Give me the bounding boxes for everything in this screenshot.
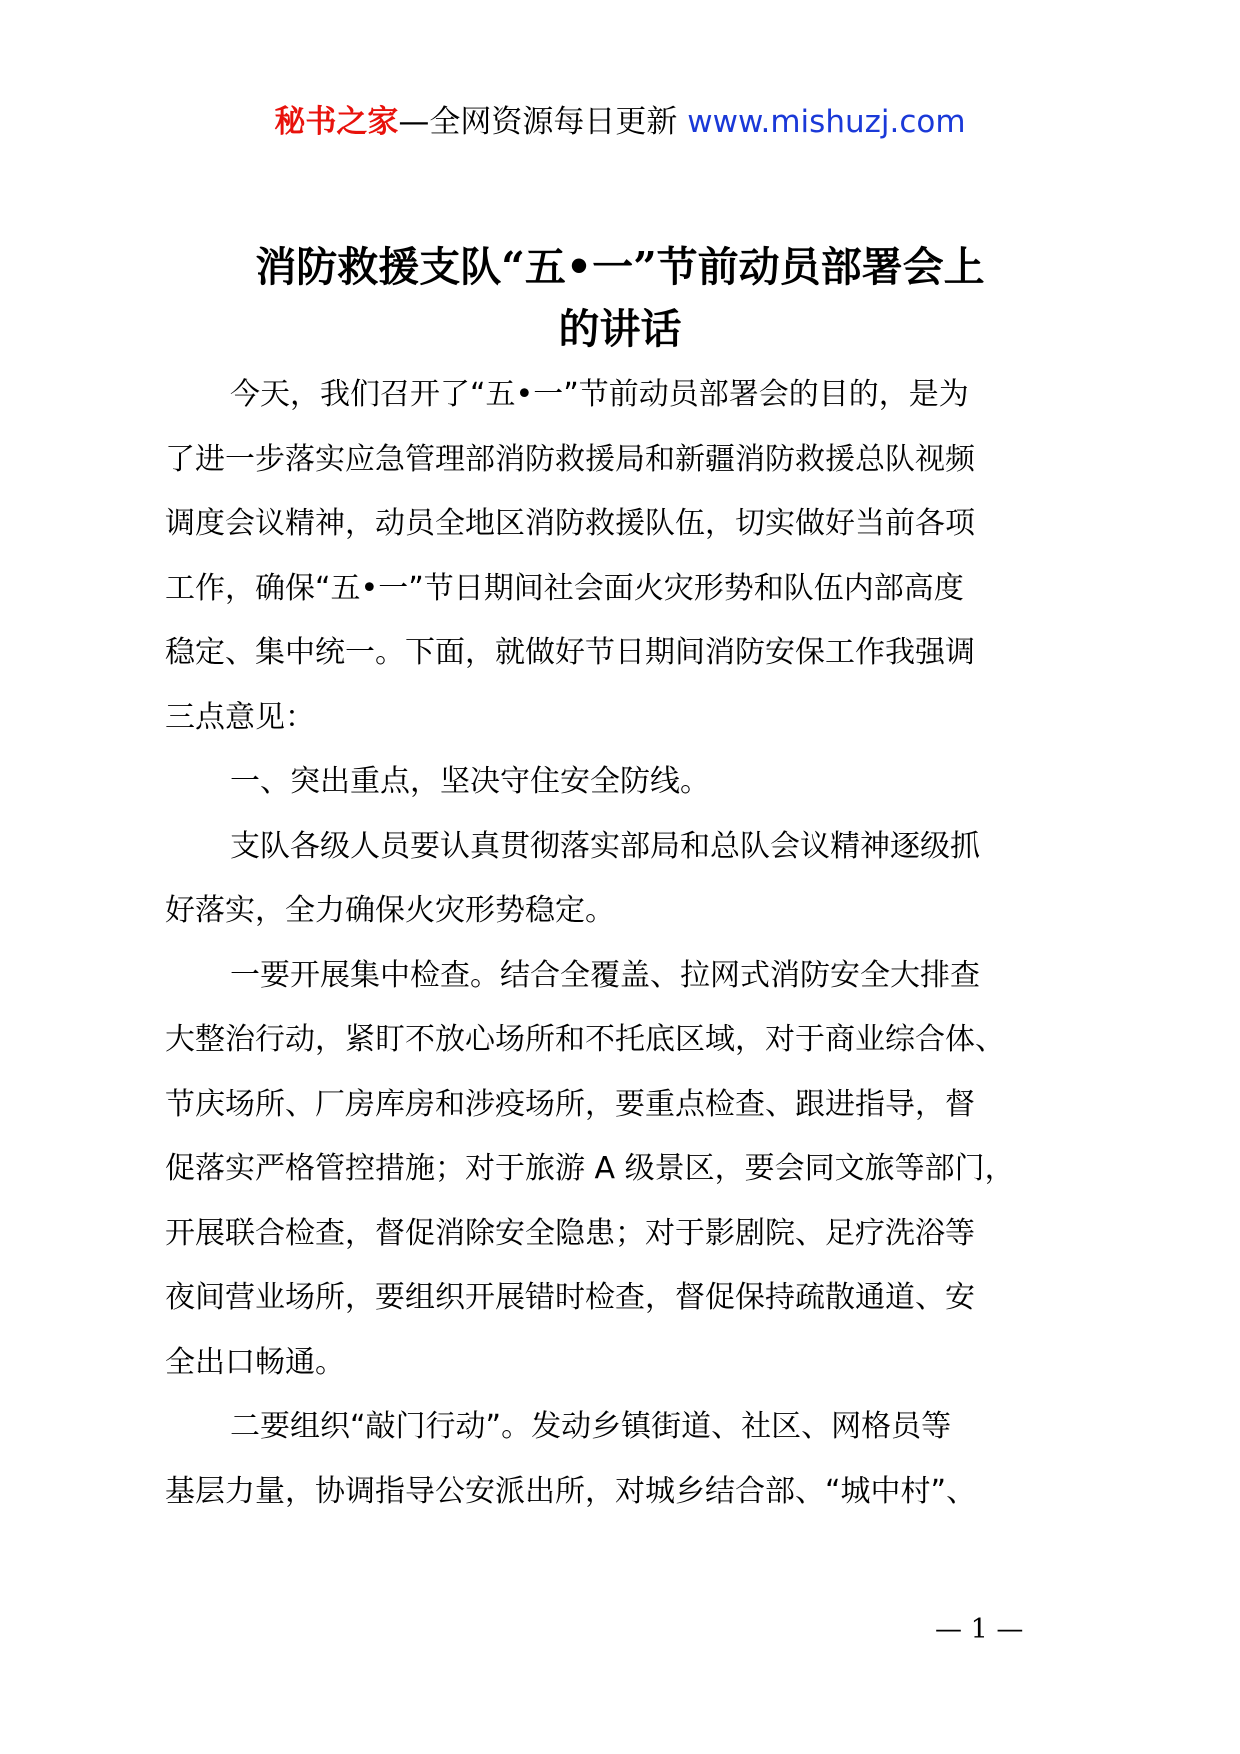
title-line: 消防救援支队“五•一”节前动员部署会上 bbox=[255, 243, 985, 291]
body-line: 了进一步落实应急管理部消防救援局和新疆消防救援总队视频 bbox=[165, 441, 975, 477]
body-line: 支队各级人员要认真贯彻落实部局和总队会议精神逐级抓 bbox=[230, 828, 980, 864]
document-title bbox=[150, 236, 1090, 360]
section-heading: 一、突出重点，坚决守住安全防线。 bbox=[230, 764, 710, 799]
body-line: 稳定、集中统一。下面，就做好节日期间消防安保工作我强调 bbox=[165, 635, 975, 670]
site-url[interactable]: www.mishuzj.com bbox=[687, 104, 966, 140]
body-line: 夜间营业场所，要组织开展错时检查，督促保持疏散通道、安 bbox=[165, 1280, 975, 1315]
body-line: 节庆场所、厂房库房和涉疫场所，要重点检查、跟进指导，督 bbox=[165, 1086, 975, 1122]
document-body bbox=[165, 363, 1115, 1524]
body-line: 全出口畅通。 bbox=[165, 1344, 345, 1380]
header-slogan: —全网资源每日更新 bbox=[398, 104, 678, 140]
body-line: 三点意见： bbox=[165, 699, 315, 735]
body-line: 调度会议精神，动员全地区消防救援队伍，切实做好当前各项 bbox=[165, 506, 975, 541]
site-header bbox=[0, 100, 1240, 144]
title-line: 的讲话 bbox=[558, 305, 682, 353]
body-line: 大整治行动，紧盯不放心场所和不托底区域，对于商业综合体、 bbox=[165, 1022, 1005, 1057]
body-line: 开展联合检查，督促消除安全隐患；对于影剧院、足疗洗浴等 bbox=[165, 1215, 975, 1251]
body-line: 工作，确保“五•一”节日期间社会面火灾形势和队伍内部高度 bbox=[165, 570, 964, 606]
body-line: 促落实严格管控措施；对于旅游 A 级景区，要会同文旅等部门， bbox=[165, 1151, 1015, 1186]
brand-name: 秘书之家 bbox=[274, 104, 399, 140]
page-number: — 1 — bbox=[935, 1614, 1024, 1645]
body-line: 今天，我们召开了“五•一”节前动员部署会的目的，是为 bbox=[230, 377, 969, 412]
body-line: 一要开展集中检查。结合全覆盖、拉网式消防安全大排查 bbox=[230, 957, 980, 993]
body-line: 基层力量，协调指导公安派出所，对城乡结合部、“城中村”、 bbox=[165, 1473, 977, 1509]
body-line: 好落实，全力确保火灾形势稳定。 bbox=[165, 893, 615, 928]
body-line: 二要组织“敲门行动”。发动乡镇街道、社区、网格员等 bbox=[230, 1409, 952, 1444]
